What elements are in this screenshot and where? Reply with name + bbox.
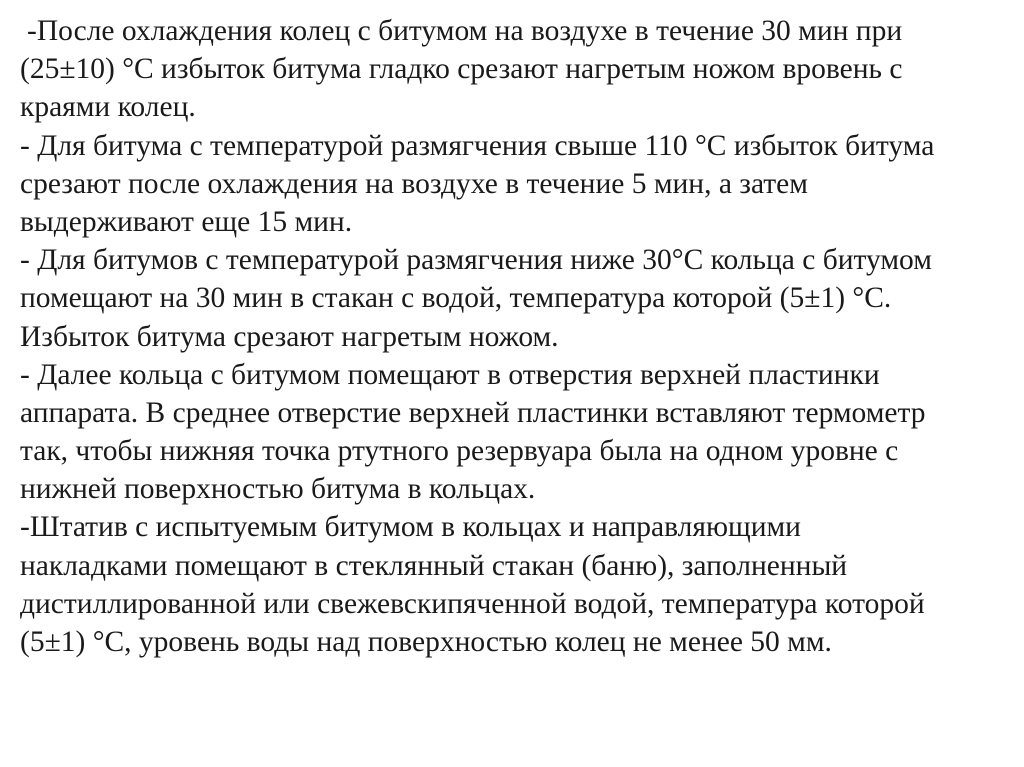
text-line: Избыток битума срезают нагретым ножом. <box>20 320 559 353</box>
text-line: аппарата. В среднее отверстие верхней пластинки вставляют термометр <box>20 396 926 429</box>
text-line: - Далее кольца с битумом помещают в отверстия верхней пластинки <box>20 358 880 391</box>
text-line: помещают на 30 мин в стакан с водой, температура которой (5±1) °С. <box>20 282 892 315</box>
text-line: - Для битума с температурой размягчения свыше 110 °С избыток битума <box>20 129 935 162</box>
text-line: (5±1) °С, уровень воды над поверхностью колец не менее 50 мм. <box>20 626 832 658</box>
text-line: срезают после охлаждения на воздухе в течение 5 мин, а затем <box>20 167 808 200</box>
text-line: - Для битумов с температурой размягчения ниже 30°С кольца с битумом <box>20 244 932 277</box>
text-line: накладками помещают в стеклянный стакан (баню), заполненный <box>20 549 848 582</box>
text-line: выдерживают еще 15 мин. <box>20 205 353 238</box>
text-line: (25±10) °С избыток битума гладко срезают нагретым ножом вровень с <box>20 53 903 86</box>
text-line: -После охлаждения колец с битумом на воздухе в течение 30 мин при <box>27 15 903 47</box>
text-line: дистиллированной или свежевскипяченной водой, температура которой <box>20 587 925 620</box>
text-line: краями колец. <box>20 91 196 124</box>
procedure-text <box>20 12 1010 661</box>
text-line: так, чтобы нижняя точка ртутного резервуара была на одном уровне с <box>20 435 899 468</box>
text-line: -Штатив с испытуемым битумом в кольцах и направляющими <box>20 511 801 544</box>
text-line: нижней поверхностью битума в кольцах. <box>20 473 536 506</box>
